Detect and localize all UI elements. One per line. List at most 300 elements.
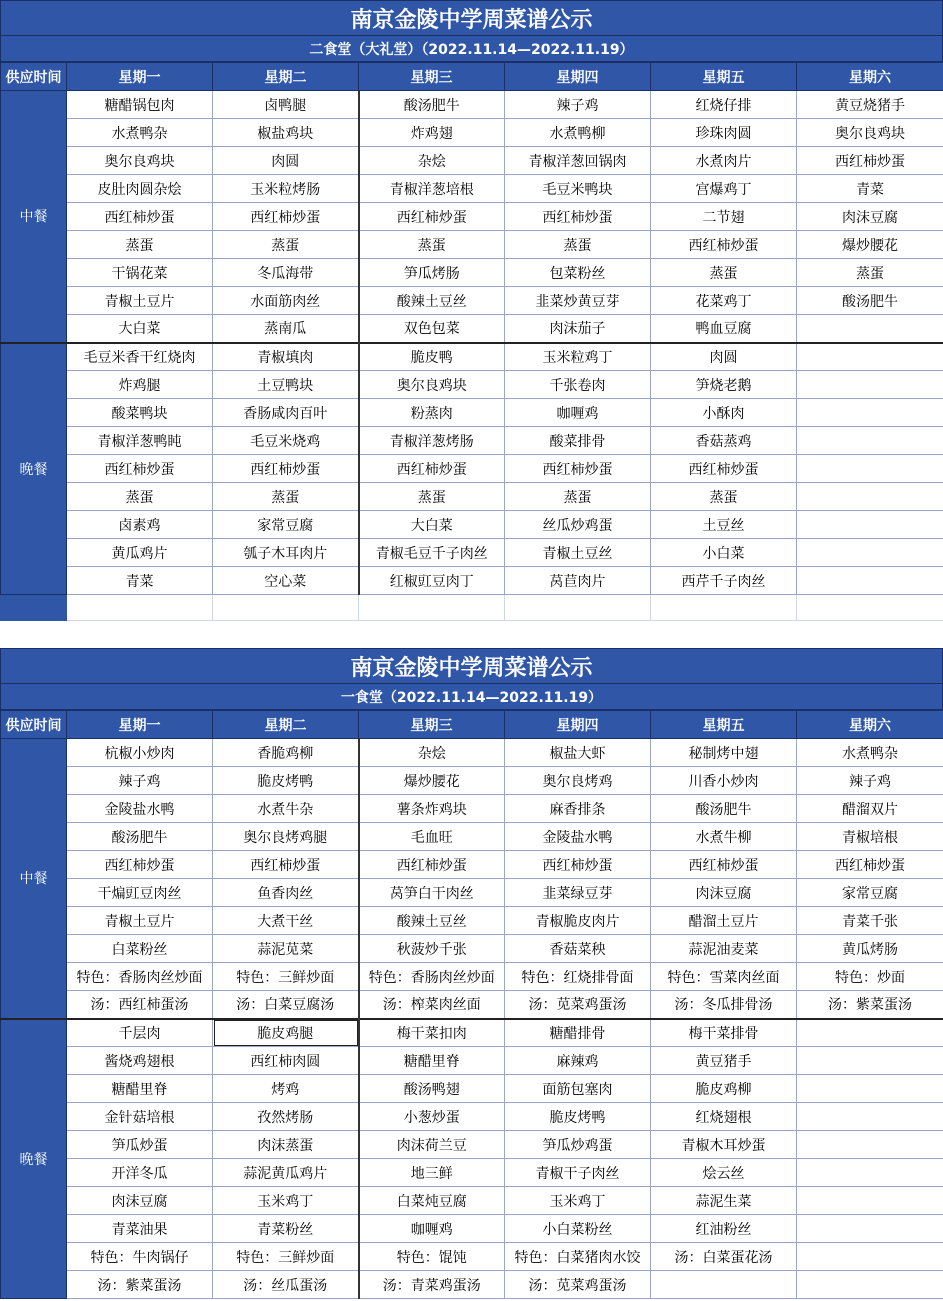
menu-cell[interactable]: 青椒毛豆千子肉丝 (359, 539, 505, 567)
menu-cell[interactable]: 土豆鸭块 (213, 371, 359, 399)
menu-cell[interactable]: 家常豆腐 (797, 879, 943, 907)
header-day-5[interactable]: 星期五 (651, 63, 797, 91)
table-row (1, 539, 943, 567)
table-row (1, 175, 943, 203)
menu-cell[interactable]: 梅干菜排骨 (651, 1019, 797, 1047)
empty-cell[interactable] (67, 595, 213, 621)
menu-cell[interactable]: 香菇菜秧 (505, 935, 651, 963)
menu-cell[interactable]: 汤：丝瓜蛋汤 (213, 1271, 359, 1299)
menu-cell[interactable]: 秘制烤中翅 (651, 739, 797, 767)
table-row (1, 1075, 943, 1103)
menu-cell[interactable]: 脆皮烤鸭 (505, 1103, 651, 1131)
header-day-6[interactable]: 星期六 (797, 711, 943, 739)
table-row (1, 823, 943, 851)
menu-cell[interactable]: 糖醋里脊 (359, 1047, 505, 1075)
menu-cell[interactable]: 红油粉丝 (651, 1215, 797, 1243)
menu-cell[interactable]: 蒸蛋 (505, 483, 651, 511)
menu-cell[interactable]: 莴笋白干肉丝 (359, 879, 505, 907)
menu-cell[interactable]: 青椒干子肉丝 (505, 1159, 651, 1187)
table-row (1, 991, 943, 1019)
menu-cell[interactable]: 杭椒小炒肉 (67, 739, 213, 767)
menu-cell[interactable] (797, 1215, 943, 1243)
menu-cell[interactable]: 小白菜 (651, 539, 797, 567)
header-day-4[interactable]: 星期四 (505, 711, 651, 739)
menu-cell[interactable]: 奥尔良烤鸡腿 (213, 823, 359, 851)
menu-cell[interactable]: 宫爆鸡丁 (651, 175, 797, 203)
menu-cell[interactable]: 毛豆米鸭块 (505, 175, 651, 203)
menu-cell[interactable]: 咖喱鸡 (359, 1215, 505, 1243)
menu-cell[interactable]: 蒸蛋 (651, 259, 797, 287)
menu-cell[interactable]: 青菜千张 (797, 907, 943, 935)
table-row (1, 1187, 943, 1215)
menu-cell[interactable]: 大白菜 (67, 315, 213, 343)
table-row (1, 259, 943, 287)
menu-cell[interactable]: 珍珠肉圆 (651, 119, 797, 147)
menu-cell[interactable]: 青椒洋葱烤肠 (359, 427, 505, 455)
header-day-1[interactable]: 星期一 (67, 63, 213, 91)
header-day-4[interactable]: 星期四 (505, 63, 651, 91)
menu-cell[interactable] (651, 1271, 797, 1299)
menu-table (0, 710, 943, 1299)
menu-cell[interactable]: 青椒木耳炒蛋 (651, 1131, 797, 1159)
menu-cell[interactable] (797, 1075, 943, 1103)
menu-cell[interactable]: 玉米鸡丁 (213, 1187, 359, 1215)
header-supply-time[interactable]: 供应时间 (1, 63, 67, 91)
table-row (1, 315, 943, 343)
menu-cell[interactable]: 川香小炒肉 (651, 767, 797, 795)
menu-cell[interactable]: 孜然烤肠 (213, 1103, 359, 1131)
menu-cell[interactable]: 杂烩 (359, 147, 505, 175)
menu-cell[interactable]: 西红柿炒蛋 (213, 203, 359, 231)
menu-cell[interactable]: 酸汤肥牛 (359, 91, 505, 119)
menu-cell[interactable]: 奥尔良鸡块 (359, 371, 505, 399)
menu-cell[interactable] (797, 1131, 943, 1159)
menu-cell[interactable]: 皮肚肉圆杂烩 (67, 175, 213, 203)
menu-cell[interactable]: 青椒土豆片 (67, 287, 213, 315)
sheet-title: 南京金陵中学周菜谱公示 (0, 648, 943, 684)
menu-table (0, 62, 943, 621)
menu-cell[interactable]: 西芹千子肉丝 (651, 567, 797, 595)
menu-cell[interactable]: 汤：紫菜蛋汤 (797, 991, 943, 1019)
menu-cell[interactable]: 特色：香肠肉丝炒面 (67, 963, 213, 991)
table-row (1, 483, 943, 511)
menu-cell[interactable]: 醋溜土豆片 (651, 907, 797, 935)
menu-cell[interactable]: 肉圆 (651, 343, 797, 371)
menu-cell[interactable]: 水煮牛杂 (213, 795, 359, 823)
menu-cell[interactable]: 麻香排条 (505, 795, 651, 823)
menu-cell[interactable]: 椒盐鸡块 (213, 119, 359, 147)
menu-cell[interactable]: 西红柿炒蛋 (213, 851, 359, 879)
menu-cell[interactable]: 糖醋锅包肉 (67, 91, 213, 119)
menu-cell[interactable]: 肉沫茄子 (505, 315, 651, 343)
menu-cell[interactable]: 特色：馄饨 (359, 1243, 505, 1271)
table-row (1, 399, 943, 427)
menu-cell[interactable]: 汤：白菜蛋花汤 (651, 1243, 797, 1271)
menu-cell[interactable]: 汤：苋菜鸡蛋汤 (505, 1271, 651, 1299)
menu-cell[interactable]: 醋溜双片 (797, 795, 943, 823)
menu-cell[interactable]: 青椒土豆丝 (505, 539, 651, 567)
menu-cell[interactable]: 汤：冬瓜排骨汤 (651, 991, 797, 1019)
menu-cell[interactable]: 蒜泥苋菜 (213, 935, 359, 963)
menu-cell[interactable]: 水煮肉片 (651, 147, 797, 175)
menu-cell[interactable]: 蒸蛋 (359, 231, 505, 259)
menu-cell[interactable]: 香菇蒸鸡 (651, 427, 797, 455)
menu-cell[interactable]: 糖醋排骨 (505, 1019, 651, 1047)
menu-cell[interactable]: 蒸蛋 (651, 483, 797, 511)
menu-sheet-canteen-2 (0, 0, 943, 621)
table-row (1, 343, 943, 371)
menu-cell[interactable]: 水煮鸭杂 (797, 739, 943, 767)
table-row (1, 567, 943, 595)
menu-cell[interactable]: 青椒培根 (797, 823, 943, 851)
menu-cell[interactable]: 白菜粉丝 (67, 935, 213, 963)
menu-cell[interactable]: 汤：紫菜蛋汤 (67, 1271, 213, 1299)
table-row (1, 963, 943, 991)
menu-cell[interactable]: 蒸蛋 (213, 483, 359, 511)
menu-cell[interactable]: 肉沫豆腐 (67, 1187, 213, 1215)
menu-cell[interactable]: 酱烧鸡翅根 (67, 1047, 213, 1075)
menu-cell[interactable]: 小葱炒蛋 (359, 1103, 505, 1131)
menu-cell[interactable]: 蒸蛋 (359, 483, 505, 511)
header-day-3[interactable]: 星期三 (359, 63, 505, 91)
table-row (1, 1047, 943, 1075)
menu-cell[interactable]: 青椒洋葱回锅肉 (505, 147, 651, 175)
menu-cell[interactable]: 奥尔良烤鸡 (505, 767, 651, 795)
menu-cell[interactable]: 蒸蛋 (67, 483, 213, 511)
menu-cell[interactable]: 西红柿炒蛋 (797, 851, 943, 879)
menu-cell[interactable]: 西红柿炒蛋 (651, 455, 797, 483)
table-row (1, 119, 943, 147)
menu-cell[interactable]: 水煮鸭杂 (67, 119, 213, 147)
menu-cell[interactable]: 肉圆 (213, 147, 359, 175)
menu-cell[interactable] (797, 315, 943, 343)
menu-cell[interactable]: 双色包菜 (359, 315, 505, 343)
menu-cell[interactable]: 小白菜粉丝 (505, 1215, 651, 1243)
menu-cell[interactable]: 青椒脆皮肉片 (505, 907, 651, 935)
table-row (1, 147, 943, 175)
menu-cell[interactable]: 肉沫荷兰豆 (359, 1131, 505, 1159)
menu-cell[interactable]: 酸辣土豆丝 (359, 907, 505, 935)
table-row (1, 739, 943, 767)
menu-cell[interactable] (797, 455, 943, 483)
menu-cell[interactable]: 香脆鸡柳 (213, 739, 359, 767)
menu-cell[interactable]: 红椒豇豆肉丁 (359, 567, 505, 595)
menu-cell[interactable] (797, 1159, 943, 1187)
menu-cell[interactable]: 红烧仔排 (651, 91, 797, 119)
menu-cell[interactable]: 西红柿炒蛋 (359, 455, 505, 483)
menu-cell[interactable]: 梅干菜扣肉 (359, 1019, 505, 1047)
menu-cell[interactable]: 青椒洋葱鸭盹 (67, 427, 213, 455)
menu-cell[interactable]: 蒸蛋 (67, 231, 213, 259)
menu-cell[interactable]: 脆皮鸡腿 (213, 1019, 359, 1047)
table-row (1, 935, 943, 963)
menu-cell[interactable]: 黄瓜鸡片 (67, 539, 213, 567)
header-supply-time[interactable]: 供应时间 (1, 711, 67, 739)
menu-cell[interactable]: 粉蒸肉 (359, 399, 505, 427)
menu-cell[interactable]: 红烧翅根 (651, 1103, 797, 1131)
menu-cell[interactable]: 西红柿炒蛋 (213, 455, 359, 483)
menu-cell[interactable]: 炸鸡翅 (359, 119, 505, 147)
empty-row (1, 595, 943, 621)
dinner-label-cell[interactable]: 晚餐 (1, 343, 67, 595)
menu-cell[interactable]: 特色：红烧排骨面 (505, 963, 651, 991)
sheet-subtitle: 一食堂（2022.11.14—2022.11.19） (0, 684, 943, 710)
menu-cell[interactable]: 毛血旺 (359, 823, 505, 851)
menu-cell[interactable]: 笋烧老鹅 (651, 371, 797, 399)
menu-cell[interactable]: 大白菜 (359, 511, 505, 539)
menu-cell[interactable]: 爆炒腰花 (797, 231, 943, 259)
menu-cell[interactable]: 脆皮烤鸭 (213, 767, 359, 795)
menu-cell[interactable]: 酸菜鸭块 (67, 399, 213, 427)
menu-cell[interactable]: 黄豆烧猪手 (797, 91, 943, 119)
menu-cell[interactable]: 秋菠炒千张 (359, 935, 505, 963)
menu-cell[interactable] (797, 1187, 943, 1215)
menu-cell[interactable]: 毛豆米香干红烧肉 (67, 343, 213, 371)
sheet-subtitle: 二食堂（大礼堂）（2022.11.14—2022.11.19） (0, 36, 943, 62)
menu-cell[interactable]: 瓠子木耳肉片 (213, 539, 359, 567)
menu-cell[interactable]: 冬瓜海带 (213, 259, 359, 287)
table-row (1, 879, 943, 907)
table-row (1, 427, 943, 455)
menu-cell[interactable]: 烤鸡 (213, 1075, 359, 1103)
menu-cell[interactable]: 金陵盐水鸭 (67, 795, 213, 823)
menu-cell[interactable]: 青椒洋葱培根 (359, 175, 505, 203)
menu-cell[interactable]: 青菜 (67, 567, 213, 595)
menu-cell[interactable]: 西红柿炒蛋 (67, 851, 213, 879)
menu-cell[interactable]: 鸭血豆腐 (651, 315, 797, 343)
menu-cell[interactable]: 青椒填肉 (213, 343, 359, 371)
menu-cell[interactable]: 千张卷肉 (505, 371, 651, 399)
menu-cell[interactable]: 椒盐大虾 (505, 739, 651, 767)
header-day-6[interactable]: 星期六 (797, 63, 943, 91)
menu-cell[interactable]: 肉沫豆腐 (651, 879, 797, 907)
empty-cell[interactable] (797, 595, 943, 621)
menu-cell[interactable]: 蒜泥生菜 (651, 1187, 797, 1215)
menu-cell[interactable]: 卤素鸡 (67, 511, 213, 539)
menu-cell[interactable]: 蒸南瓜 (213, 315, 359, 343)
menu-cell[interactable]: 汤：苋菜鸡蛋汤 (505, 991, 651, 1019)
menu-cell[interactable]: 蒜泥黄瓜鸡片 (213, 1159, 359, 1187)
table-row (1, 1243, 943, 1271)
menu-cell[interactable]: 酸辣土豆丝 (359, 287, 505, 315)
menu-cell[interactable]: 金针菇培根 (67, 1103, 213, 1131)
menu-cell[interactable]: 酸汤肥牛 (797, 287, 943, 315)
table-row (1, 767, 943, 795)
menu-cell[interactable] (797, 511, 943, 539)
table-row (1, 851, 943, 879)
menu-cell[interactable]: 水煮牛柳 (651, 823, 797, 851)
menu-cell[interactable]: 黄瓜烤肠 (797, 935, 943, 963)
lunch-label-cell[interactable]: 中餐 (1, 91, 67, 343)
table-row (1, 287, 943, 315)
menu-cell[interactable]: 包菜粉丝 (505, 259, 651, 287)
menu-cell[interactable]: 家常豆腐 (213, 511, 359, 539)
menu-cell[interactable]: 特色：三鲜炒面 (213, 963, 359, 991)
menu-cell[interactable]: 西红柿炒蛋 (505, 455, 651, 483)
menu-cell[interactable]: 脆皮鸭 (359, 343, 505, 371)
menu-cell[interactable]: 面筋包塞肉 (505, 1075, 651, 1103)
table-row (1, 231, 943, 259)
menu-cell[interactable]: 干煸豇豆肉丝 (67, 879, 213, 907)
menu-cell[interactable]: 香肠咸肉百叶 (213, 399, 359, 427)
menu-cell[interactable]: 西红柿肉圆 (213, 1047, 359, 1075)
table-row (1, 91, 943, 119)
menu-cell[interactable]: 烩云丝 (651, 1159, 797, 1187)
menu-cell[interactable]: 西红柿炒蛋 (651, 231, 797, 259)
menu-cell[interactable]: 蒸蛋 (797, 259, 943, 287)
menu-cell[interactable]: 特色：雪菜肉丝面 (651, 963, 797, 991)
menu-cell[interactable]: 开洋冬瓜 (67, 1159, 213, 1187)
menu-cell[interactable]: 鱼香肉丝 (213, 879, 359, 907)
menu-cell[interactable]: 玉米粒烤肠 (213, 175, 359, 203)
menu-cell[interactable]: 玉米鸡丁 (505, 1187, 651, 1215)
table-row (1, 795, 943, 823)
menu-cell[interactable]: 杂烩 (359, 739, 505, 767)
menu-cell[interactable] (797, 371, 943, 399)
menu-cell[interactable]: 辣子鸡 (67, 767, 213, 795)
empty-cell[interactable] (359, 595, 505, 621)
menu-cell[interactable]: 蒸蛋 (505, 231, 651, 259)
menu-cell[interactable]: 韭菜炒黄豆芽 (505, 287, 651, 315)
menu-cell[interactable]: 莴苣肉片 (505, 567, 651, 595)
menu-cell[interactable]: 丝瓜炒鸡蛋 (505, 511, 651, 539)
header-day-5[interactable]: 星期五 (651, 711, 797, 739)
table-row (1, 1131, 943, 1159)
menu-cell[interactable] (797, 567, 943, 595)
menu-cell[interactable]: 特色：牛肉锅仔 (67, 1243, 213, 1271)
menu-cell[interactable]: 千层肉 (67, 1019, 213, 1047)
menu-cell[interactable] (797, 539, 943, 567)
menu-cell[interactable]: 特色：香肠肉丝炒面 (359, 963, 505, 991)
menu-cell[interactable]: 玉米粒鸡丁 (505, 343, 651, 371)
menu-cell[interactable]: 蒜泥油麦菜 (651, 935, 797, 963)
menu-cell[interactable]: 特色：三鲜炒面 (213, 1243, 359, 1271)
menu-cell[interactable]: 笋瓜炒鸡蛋 (505, 1131, 651, 1159)
menu-cell[interactable] (797, 1243, 943, 1271)
menu-cell[interactable] (797, 483, 943, 511)
menu-cell[interactable]: 特色：白菜猪肉水饺 (505, 1243, 651, 1271)
menu-cell[interactable]: 毛豆米烧鸡 (213, 427, 359, 455)
empty-cell[interactable] (1, 595, 67, 621)
menu-cell[interactable]: 土豆丝 (651, 511, 797, 539)
table-row (1, 1019, 943, 1047)
menu-cell[interactable]: 特色：炒面 (797, 963, 943, 991)
menu-cell[interactable]: 酸菜排骨 (505, 427, 651, 455)
header-day-1[interactable]: 星期一 (67, 711, 213, 739)
menu-cell[interactable]: 白菜炖豆腐 (359, 1187, 505, 1215)
table-row (1, 1215, 943, 1243)
menu-cell[interactable] (797, 343, 943, 371)
menu-cell[interactable]: 辣子鸡 (505, 91, 651, 119)
menu-cell[interactable]: 奥尔良鸡块 (67, 147, 213, 175)
menu-cell[interactable]: 脆皮鸡柳 (651, 1075, 797, 1103)
menu-cell[interactable] (797, 1047, 943, 1075)
sheet-title: 南京金陵中学周菜谱公示 (0, 0, 943, 36)
empty-cell[interactable] (213, 595, 359, 621)
table-row (1, 1271, 943, 1299)
menu-cell[interactable]: 咖喱鸡 (505, 399, 651, 427)
table-row (1, 1103, 943, 1131)
menu-cell[interactable]: 韭菜绿豆芽 (505, 879, 651, 907)
header-row (1, 63, 943, 91)
menu-cell[interactable]: 薯条炸鸡块 (359, 795, 505, 823)
menu-cell[interactable]: 西红柿炒蛋 (359, 851, 505, 879)
table-row (1, 1159, 943, 1187)
menu-cell[interactable]: 酸汤鸭翅 (359, 1075, 505, 1103)
menu-cell[interactable]: 汤：白菜豆腐汤 (213, 991, 359, 1019)
menu-cell[interactable]: 西红柿炒蛋 (505, 851, 651, 879)
menu-cell[interactable]: 西红柿炒蛋 (67, 203, 213, 231)
menu-cell[interactable]: 卤鸭腿 (213, 91, 359, 119)
menu-cell[interactable]: 二节翅 (651, 203, 797, 231)
header-day-3[interactable]: 星期三 (359, 711, 505, 739)
menu-cell[interactable]: 西红柿炒蛋 (505, 203, 651, 231)
menu-cell[interactable]: 青菜 (797, 175, 943, 203)
menu-cell[interactable]: 糖醋里脊 (67, 1075, 213, 1103)
menu-cell[interactable]: 肉沫蒸蛋 (213, 1131, 359, 1159)
menu-cell[interactable]: 西红柿炒蛋 (67, 455, 213, 483)
menu-cell[interactable]: 汤：西红柿蛋汤 (67, 991, 213, 1019)
menu-cell[interactable] (797, 1019, 943, 1047)
empty-cell[interactable] (505, 595, 651, 621)
menu-cell[interactable]: 水面筋肉丝 (213, 287, 359, 315)
menu-cell[interactable]: 汤：青菜鸡蛋汤 (359, 1271, 505, 1299)
menu-cell[interactable] (797, 399, 943, 427)
menu-cell[interactable]: 西红柿炒蛋 (797, 147, 943, 175)
menu-cell[interactable]: 汤：榨菜肉丝面 (359, 991, 505, 1019)
menu-cell[interactable] (797, 1271, 943, 1299)
menu-cell[interactable]: 爆炒腰花 (359, 767, 505, 795)
menu-cell[interactable] (797, 427, 943, 455)
menu-cell[interactable]: 西红柿炒蛋 (359, 203, 505, 231)
empty-cell[interactable] (651, 595, 797, 621)
menu-cell[interactable]: 奥尔良鸡块 (797, 119, 943, 147)
menu-cell[interactable]: 辣子鸡 (797, 767, 943, 795)
menu-cell[interactable]: 炸鸡腿 (67, 371, 213, 399)
menu-cell[interactable]: 西红柿炒蛋 (651, 851, 797, 879)
table-row (1, 203, 943, 231)
menu-cell[interactable] (797, 1103, 943, 1131)
header-day-2[interactable]: 星期二 (213, 711, 359, 739)
menu-cell[interactable]: 青菜粉丝 (213, 1215, 359, 1243)
menu-cell[interactable]: 笋瓜炒蛋 (67, 1131, 213, 1159)
menu-cell[interactable]: 黄豆猪手 (651, 1047, 797, 1075)
menu-cell[interactable]: 蒸蛋 (213, 231, 359, 259)
menu-cell[interactable]: 笋瓜烤肠 (359, 259, 505, 287)
menu-cell[interactable]: 酸汤肥牛 (651, 795, 797, 823)
menu-sheet-canteen-1 (0, 648, 943, 1299)
menu-cell[interactable]: 青椒土豆片 (67, 907, 213, 935)
lunch-label-cell[interactable]: 中餐 (1, 739, 67, 1019)
menu-cell[interactable]: 干锅花菜 (67, 259, 213, 287)
table-row (1, 371, 943, 399)
header-row (1, 711, 943, 739)
menu-cell[interactable]: 水煮鸭柳 (505, 119, 651, 147)
menu-cell[interactable]: 青菜油果 (67, 1215, 213, 1243)
menu-cell[interactable]: 小酥肉 (651, 399, 797, 427)
menu-cell[interactable]: 肉沫豆腐 (797, 203, 943, 231)
dinner-label-cell[interactable]: 晚餐 (1, 1019, 67, 1299)
menu-cell[interactable]: 地三鲜 (359, 1159, 505, 1187)
menu-cell[interactable]: 空心菜 (213, 567, 359, 595)
menu-cell[interactable]: 金陵盐水鸭 (505, 823, 651, 851)
table-row (1, 455, 943, 483)
header-day-2[interactable]: 星期二 (213, 63, 359, 91)
menu-cell[interactable]: 酸汤肥牛 (67, 823, 213, 851)
menu-cell[interactable]: 花菜鸡丁 (651, 287, 797, 315)
menu-cell[interactable]: 大煮干丝 (213, 907, 359, 935)
menu-cell[interactable]: 麻辣鸡 (505, 1047, 651, 1075)
